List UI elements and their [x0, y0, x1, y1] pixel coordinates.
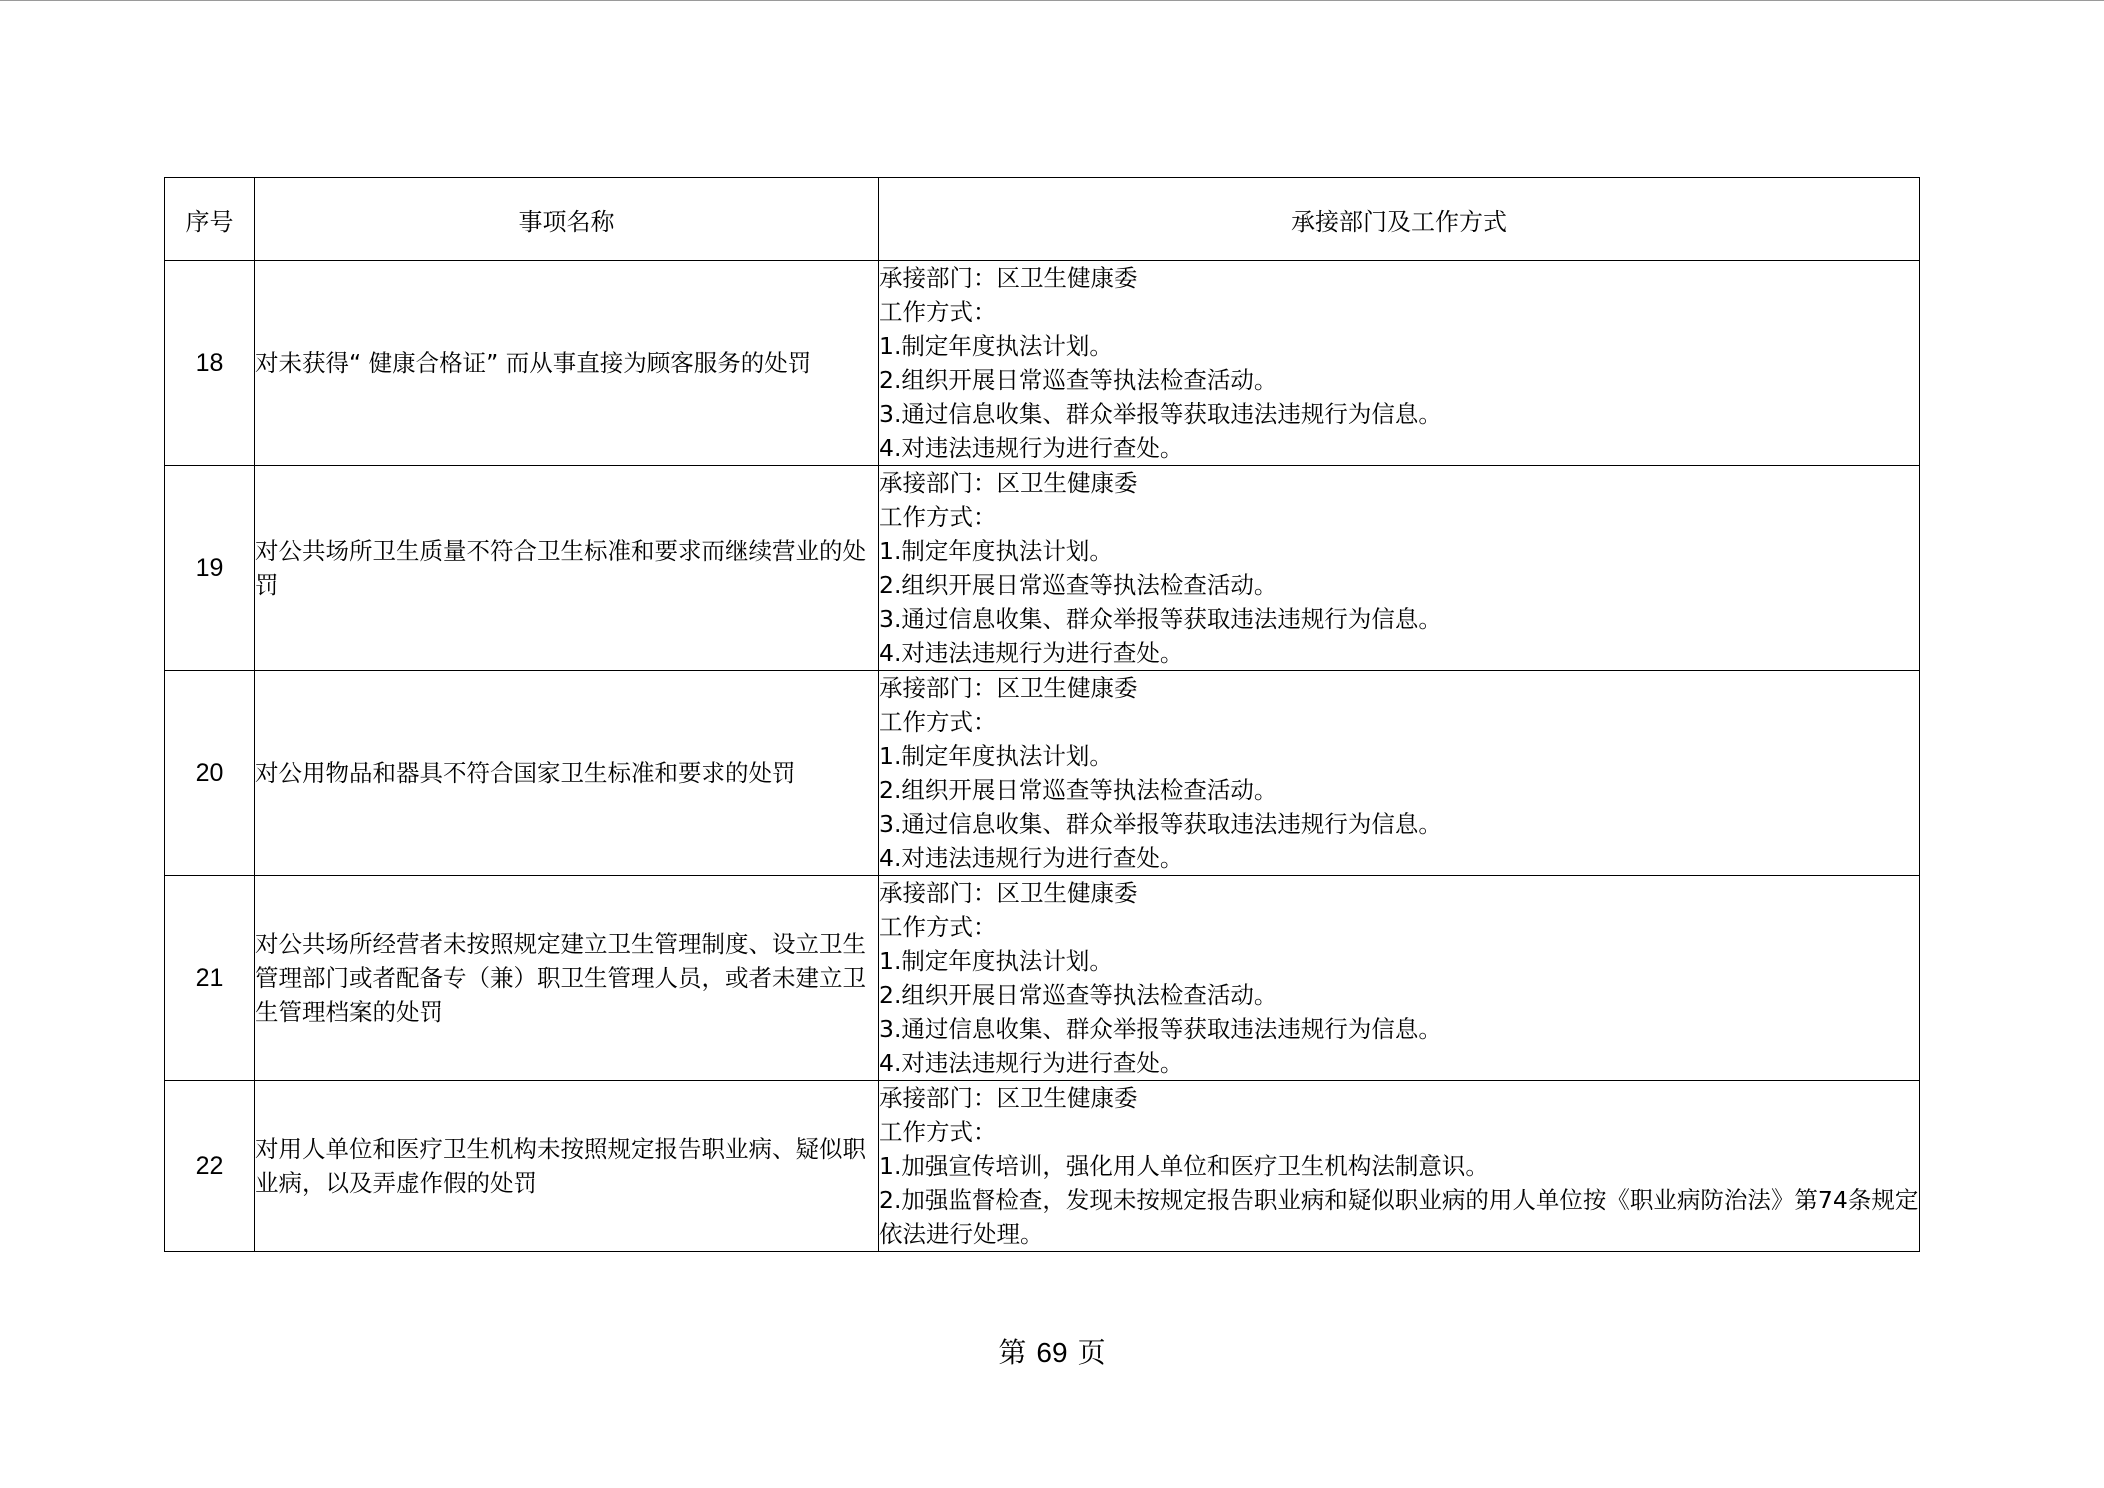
row-number: 20 — [165, 671, 255, 876]
page-label-prefix: 第 — [998, 1336, 1027, 1369]
item-name: 对公共场所经营者未按照规定建立卫生管理制度、设立卫生管理部门或者配备专（兼）职卫生管理人员，或者未建立卫生管理档案的处罚 — [255, 876, 879, 1081]
header-dept-method: 承接部门及工作方式 — [879, 178, 1920, 261]
header-seq: 序号 — [165, 178, 255, 261]
table-header-row — [165, 178, 1920, 261]
method-line: 2.组织开展日常巡查等执法检查活动。 — [879, 366, 1278, 394]
header-item-name: 事项名称 — [255, 178, 879, 261]
page-footer — [0, 1331, 2104, 1371]
page-label-suffix: 页 — [1077, 1336, 1106, 1369]
method-line: 3.通过信息收集、群众举报等获取违法违规行为信息。 — [879, 605, 1442, 633]
method-line: 2.加强监督检查，发现未按规定报告职业病和疑似职业病的用人单位按《职业病防治法》第74条规定依法进行处理。 — [879, 1186, 1919, 1248]
method-line: 工作方式： — [879, 708, 997, 736]
method-line: 工作方式： — [879, 913, 997, 941]
method-line: 承接部门：区卫生健康委 — [879, 469, 1138, 497]
item-name: 对用人单位和医疗卫生机构未按照规定报告职业病、疑似职业病，以及弄虚作假的处罚 — [255, 1081, 879, 1252]
row-number: 19 — [165, 466, 255, 671]
method-line: 1.制定年度执法计划。 — [879, 537, 1113, 565]
method-line: 承接部门：区卫生健康委 — [879, 1084, 1138, 1112]
method-line: 2.组织开展日常巡查等执法检查活动。 — [879, 571, 1278, 599]
dept-method-cell — [879, 466, 1920, 671]
method-line: 4.对违法违规行为进行查处。 — [879, 434, 1184, 462]
item-name: 对公用物品和器具不符合国家卫生标准和要求的处罚 — [255, 671, 879, 876]
method-line: 1.制定年度执法计划。 — [879, 332, 1113, 360]
page-number: 69 — [1036, 1337, 1068, 1368]
method-line: 4.对违法违规行为进行查处。 — [879, 1049, 1184, 1077]
table-row — [165, 1081, 1920, 1252]
method-line: 4.对违法违规行为进行查处。 — [879, 844, 1184, 872]
dept-method-cell — [879, 261, 1920, 466]
method-line: 工作方式： — [879, 1118, 997, 1146]
top-border-line — [0, 0, 2104, 1]
items-table — [164, 177, 1920, 1252]
method-line: 工作方式： — [879, 298, 997, 326]
method-line: 承接部门：区卫生健康委 — [879, 879, 1138, 907]
method-line: 3.通过信息收集、群众举报等获取违法违规行为信息。 — [879, 810, 1442, 838]
method-line: 2.组织开展日常巡查等执法检查活动。 — [879, 776, 1278, 804]
row-number: 21 — [165, 876, 255, 1081]
table-row — [165, 671, 1920, 876]
table-row — [165, 466, 1920, 671]
table-row — [165, 261, 1920, 466]
method-line: 承接部门：区卫生健康委 — [879, 674, 1138, 702]
method-line: 3.通过信息收集、群众举报等获取违法违规行为信息。 — [879, 400, 1442, 428]
method-line: 1.制定年度执法计划。 — [879, 742, 1113, 770]
table-row — [165, 876, 1920, 1081]
method-line: 2.组织开展日常巡查等执法检查活动。 — [879, 981, 1278, 1009]
method-line: 3.通过信息收集、群众举报等获取违法违规行为信息。 — [879, 1015, 1442, 1043]
item-name: 对公共场所卫生质量不符合卫生标准和要求而继续营业的处罚 — [255, 466, 879, 671]
dept-method-cell — [879, 1081, 1920, 1252]
method-line: 承接部门：区卫生健康委 — [879, 264, 1138, 292]
dept-method-cell — [879, 671, 1920, 876]
method-line: 4.对违法违规行为进行查处。 — [879, 639, 1184, 667]
method-line: 工作方式： — [879, 503, 997, 531]
method-line: 1.制定年度执法计划。 — [879, 947, 1113, 975]
row-number: 18 — [165, 261, 255, 466]
item-name: 对未获得“ 健康合格证” 而从事直接为顾客服务的处罚 — [255, 261, 879, 466]
dept-method-cell — [879, 876, 1920, 1081]
method-line: 1.加强宣传培训，强化用人单位和医疗卫生机构法制意识。 — [879, 1152, 1489, 1180]
row-number: 22 — [165, 1081, 255, 1252]
